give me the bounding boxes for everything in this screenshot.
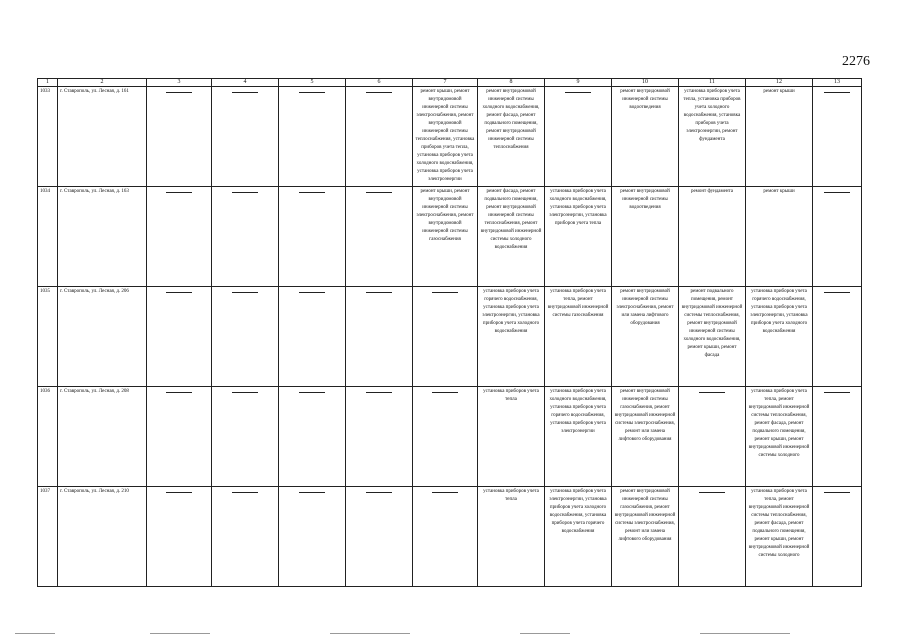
work-type-cell: ремонт подвального помещения, ремонт внутридомовой инженерной системы теплоснабжения, ремонт внутридомовой инженерной системы холодного водоснабжения, ремонт крыши, ремонт фасада [679, 287, 746, 387]
work-type-cell: установка приборов учета электроэнергии, установка приборов учета холодного водоснабжения, установка приборов учета горячего водоснабжения [545, 487, 612, 587]
dash-mark [824, 292, 850, 293]
empty-cell-dash [545, 87, 612, 187]
empty-cell-dash [212, 487, 279, 587]
table-row [38, 387, 862, 487]
scan-artifact-line [700, 633, 790, 634]
empty-cell-dash [147, 287, 212, 387]
column-number-1: 1 [38, 79, 58, 87]
work-type-cell: ремонт внутридомовой инженерной системы газоснабжения, ремонт внутридомовой инженерной системы электроснабжения, ремонт или замена лифтового оборудования [612, 387, 679, 487]
empty-cell-dash [813, 487, 862, 587]
work-type-cell: установка приборов учета горячего водоснабжения, установка приборов учета электроэнергии, установка приборов учета холодного водоснабжения [746, 287, 813, 387]
dash-mark [824, 492, 850, 493]
scan-artifact-line [330, 633, 410, 634]
work-type-cell: установка приборов учета холодного водоснабжения, установка приборов учета горячего водоснабжения, установка приборов учета электроэнергии [545, 387, 612, 487]
empty-cell-dash [413, 287, 478, 387]
empty-cell-dash [279, 487, 346, 587]
dash-mark [232, 392, 258, 393]
empty-cell-dash [813, 287, 862, 387]
dash-mark [232, 92, 258, 93]
dash-mark [366, 392, 392, 393]
column-number-12: 12 [746, 79, 813, 87]
dash-mark [232, 292, 258, 293]
empty-cell-dash [346, 387, 413, 487]
address-cell: г. Ставрополь, ул. Лесная, д. 210 [58, 487, 147, 587]
empty-cell-dash [413, 387, 478, 487]
work-type-cell: ремонт внутридомовой инженерной системы электроснабжения, ремонт или замена лифтового оборудования [612, 287, 679, 387]
work-type-cell: установка приборов учета тепла, ремонт внутридомовой инженерной системы теплоснабжения, ремонт фасада, ремонт подвального помещения, ремонт крыши, ремонт внутридомовой инженерной системы холодного [746, 387, 813, 487]
column-number-11: 11 [679, 79, 746, 87]
row-number: 1034 [38, 187, 58, 287]
empty-cell-dash [346, 487, 413, 587]
dash-mark [166, 192, 192, 193]
empty-cell-dash [212, 287, 279, 387]
column-number-3: 3 [147, 79, 212, 87]
empty-cell-dash [813, 87, 862, 187]
table-row [38, 487, 862, 587]
empty-cell-dash [679, 387, 746, 487]
scan-artifact-line [150, 633, 210, 634]
empty-cell-dash [279, 387, 346, 487]
address-cell: г. Ставрополь, ул. Лесная, д. 161 [58, 87, 147, 187]
scan-artifact-line [15, 633, 55, 634]
row-number: 1033 [38, 87, 58, 187]
dash-mark [432, 392, 458, 393]
dash-mark [299, 492, 325, 493]
dash-mark [299, 92, 325, 93]
column-number-4: 4 [212, 79, 279, 87]
dash-mark [565, 92, 591, 93]
work-type-cell: ремонт внутридомовой инженерной системы водоотведения [612, 87, 679, 187]
column-number-5: 5 [279, 79, 346, 87]
table-row [38, 187, 862, 287]
column-number-9: 9 [545, 79, 612, 87]
empty-cell-dash [679, 487, 746, 587]
address-cell: г. Ставрополь, ул. Лесная, д. 163 [58, 187, 147, 287]
dash-mark [366, 192, 392, 193]
column-number-7: 7 [413, 79, 478, 87]
empty-cell-dash [279, 287, 346, 387]
dash-mark [366, 92, 392, 93]
dash-mark [299, 392, 325, 393]
column-number-8: 8 [478, 79, 545, 87]
column-number-2: 2 [58, 79, 147, 87]
dash-mark [166, 92, 192, 93]
dash-mark [299, 192, 325, 193]
column-number-13: 13 [813, 79, 862, 87]
dash-mark [366, 292, 392, 293]
empty-cell-dash [813, 187, 862, 287]
row-number: 1036 [38, 387, 58, 487]
dash-mark [432, 492, 458, 493]
dash-mark [366, 492, 392, 493]
empty-cell-dash [279, 87, 346, 187]
dash-mark [232, 192, 258, 193]
dash-mark [699, 492, 725, 493]
empty-cell-dash [279, 187, 346, 287]
table-row [38, 287, 862, 387]
empty-cell-dash [346, 287, 413, 387]
dash-mark [166, 392, 192, 393]
empty-cell-dash [813, 387, 862, 487]
work-type-cell: ремонт фасада, ремонт подвального помещения, ремонт внутридомовой инженерной системы теплоснабжения, ремонт внутридомовой инженерной системы холодного водоснабжения [478, 187, 545, 287]
empty-cell-dash [147, 387, 212, 487]
page-number: 2276 [842, 54, 870, 69]
dash-mark [432, 292, 458, 293]
dash-mark [232, 492, 258, 493]
dash-mark [166, 492, 192, 493]
work-type-cell: ремонт крыши, ремонт внутридомовой инженерной системы электроснабжения, ремонт внутридомовой инженерной системы теплоснабжения, установка приборов учета тепла, установка приборов учета холодного водоснабжения, установка приборов учета электроэнергии [413, 87, 478, 187]
work-type-cell: ремонт крыши [746, 87, 813, 187]
work-type-cell: ремонт крыши, ремонт внутридомовой инженерной системы электроснабжения, ремонт внутридомовой инженерной системы газоснабжения [413, 187, 478, 287]
row-number: 1037 [38, 487, 58, 587]
table-row [38, 87, 862, 187]
work-type-cell: установка приборов учета горячего водоснабжения, установка приборов учета электроэнергии, установка приборов учета холодного водоснабжения [478, 287, 545, 387]
dash-mark [824, 392, 850, 393]
work-type-cell: установка приборов учета тепла, установка приборов учета холодного водоснабжения, установка приборов учета электроэнергии, ремонт фундамента [679, 87, 746, 187]
work-type-cell: установка приборов учета тепла [478, 387, 545, 487]
dash-mark [699, 392, 725, 393]
column-number-10: 10 [612, 79, 679, 87]
work-type-cell: установка приборов учета тепла [478, 487, 545, 587]
scan-artifact-line [520, 633, 570, 634]
work-type-cell: ремонт внутридомовой инженерной системы газоснабжения, ремонт внутридомовой инженерной системы электроснабжения, ремонт или замена лифтового оборудования [612, 487, 679, 587]
empty-cell-dash [346, 87, 413, 187]
address-cell: г. Ставрополь, ул. Лесная, д. 206 [58, 287, 147, 387]
work-type-cell: установка приборов учета тепла, ремонт внутридомовой инженерной системы газоснабжения [545, 287, 612, 387]
work-type-cell: ремонт фундамента [679, 187, 746, 287]
work-type-cell: ремонт внутридомовой инженерной системы водоотведения [612, 187, 679, 287]
empty-cell-dash [147, 187, 212, 287]
dash-mark [824, 92, 850, 93]
empty-cell-dash [147, 487, 212, 587]
work-type-cell: установка приборов учета тепла, ремонт внутридомовой инженерной системы теплоснабжения, ремонт фасада, ремонт подвального помещения, ремонт крыши, ремонт внутридомовой инженерной системы холодного [746, 487, 813, 587]
dash-mark [824, 192, 850, 193]
work-type-cell: ремонт внутридомовой инженерной системы холодного водоснабжения, ремонт фасада, ремонт подвального помещения, ремонт внутридомовой инженерной системы теплоснабжения [478, 87, 545, 187]
dash-mark [166, 292, 192, 293]
column-number-row [38, 79, 862, 87]
column-number-6: 6 [346, 79, 413, 87]
empty-cell-dash [212, 387, 279, 487]
dash-mark [299, 292, 325, 293]
work-type-cell: установка приборов учета холодного водоснабжения, установка приборов учета электроэнергии, установка приборов учета тепла [545, 187, 612, 287]
empty-cell-dash [147, 87, 212, 187]
empty-cell-dash [212, 187, 279, 287]
address-cell: г. Ставрополь, ул. Лесная, д. 208 [58, 387, 147, 487]
empty-cell-dash [212, 87, 279, 187]
work-type-cell: ремонт крыши [746, 187, 813, 287]
repair-register-table [37, 78, 862, 587]
empty-cell-dash [413, 487, 478, 587]
row-number: 1035 [38, 287, 58, 387]
empty-cell-dash [346, 187, 413, 287]
